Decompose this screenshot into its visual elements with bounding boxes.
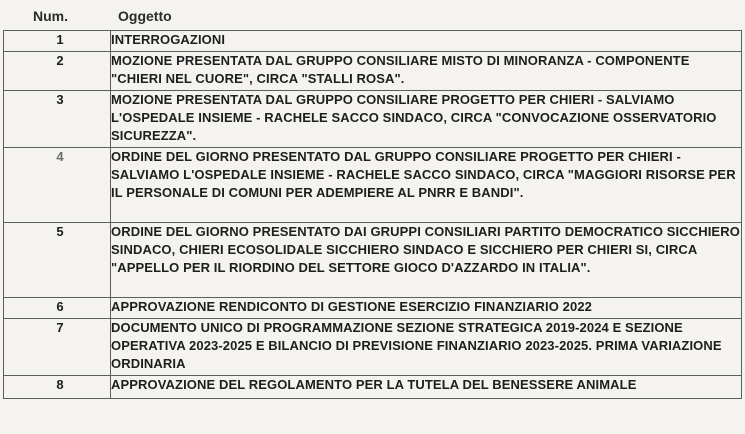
item-object-cell [111, 52, 742, 91]
table-row [4, 319, 742, 376]
item-number-cell [4, 298, 111, 319]
table-row [4, 376, 742, 399]
item-object: APPROVAZIONE RENDICONTO DI GESTIONE ESERCIZIO FINANZIARIO 2022 [111, 299, 593, 314]
table-row [4, 148, 742, 223]
item-object-cell [111, 31, 742, 52]
agenda-table [3, 30, 742, 399]
item-object: MOZIONE PRESENTATA DAL GRUPPO CONSILIARE MISTO DI MINORANZA - COMPONENTE "CHIERI NEL CUORE", CIRCA "STALLI ROSA". [111, 53, 690, 86]
item-number: 8 [56, 377, 64, 392]
column-header-num: Num. [33, 8, 68, 24]
table-row [4, 31, 742, 52]
item-object: INTERROGAZIONI [111, 32, 226, 47]
column-header-object: Oggetto [118, 8, 172, 24]
table-row [4, 298, 742, 319]
table-row [4, 223, 742, 298]
item-number-cell [4, 91, 111, 148]
item-object: MOZIONE PRESENTATA DAL GRUPPO CONSILIARE PROGETTO PER CHIERI - SALVIAMO L'OSPEDALE INSIEME - RACHELE SACCO SINDACO, CIRCA "CONVOCAZIONE OSSERVATORIO SICUREZZA". [111, 92, 717, 143]
item-object-cell [111, 298, 742, 319]
item-object-cell [111, 376, 742, 399]
item-number-cell [4, 376, 111, 399]
item-object: ORDINE DEL GIORNO PRESENTATO DAI GRUPPI CONSILIARI PARTITO DEMOCRATICO SICCHIERO SINDACO, CHIERI ECOSOLIDALE SICCHIERO SINDACO E SICCHIERO PER CHIERI SI, CIRCA "APPELLO PER IL RIORDINO DEL SETTORE GIOCO D'AZZARDO IN ITALIA". [111, 224, 740, 275]
item-number: 6 [56, 299, 64, 314]
item-number: 3 [56, 92, 64, 107]
item-number-cell [4, 319, 111, 376]
item-number: 2 [56, 53, 64, 68]
item-object: APPROVAZIONE DEL REGOLAMENTO PER LA TUTELA DEL BENESSERE ANIMALE [111, 377, 637, 392]
table-header [0, 0, 745, 30]
item-number: 1 [56, 32, 64, 47]
item-object-cell [111, 148, 742, 223]
item-number: 4 [56, 149, 64, 164]
item-number-cell [4, 52, 111, 91]
item-object-cell [111, 91, 742, 148]
table-row [4, 52, 742, 91]
item-object: DOCUMENTO UNICO DI PROGRAMMAZIONE SEZIONE STRATEGICA 2019-2024 E SEZIONE OPERATIVA 2023-2025 E BILANCIO DI PREVISIONE FINANZIARIO 2023-2025. PRIMA VARIAZIONE ORDINARIA [111, 320, 722, 371]
item-object-cell [111, 319, 742, 376]
item-number: 7 [56, 320, 64, 335]
item-number-cell [4, 31, 111, 52]
item-number-cell [4, 223, 111, 298]
item-object-cell [111, 223, 742, 298]
item-number: 5 [56, 224, 64, 239]
item-object: ORDINE DEL GIORNO PRESENTATO DAL GRUPPO CONSILIARE PROGETTO PER CHIERI - SALVIAMO L'OSPEDALE INSIEME - RACHELE SACCO SINDACO, CIRCA "MAGGIORI RISORSE PER IL PERSONALE DI COMUNI PER ADEMPIERE AL PNRR E BANDI". [111, 149, 736, 200]
item-number-cell [4, 148, 111, 223]
table-row [4, 91, 742, 148]
